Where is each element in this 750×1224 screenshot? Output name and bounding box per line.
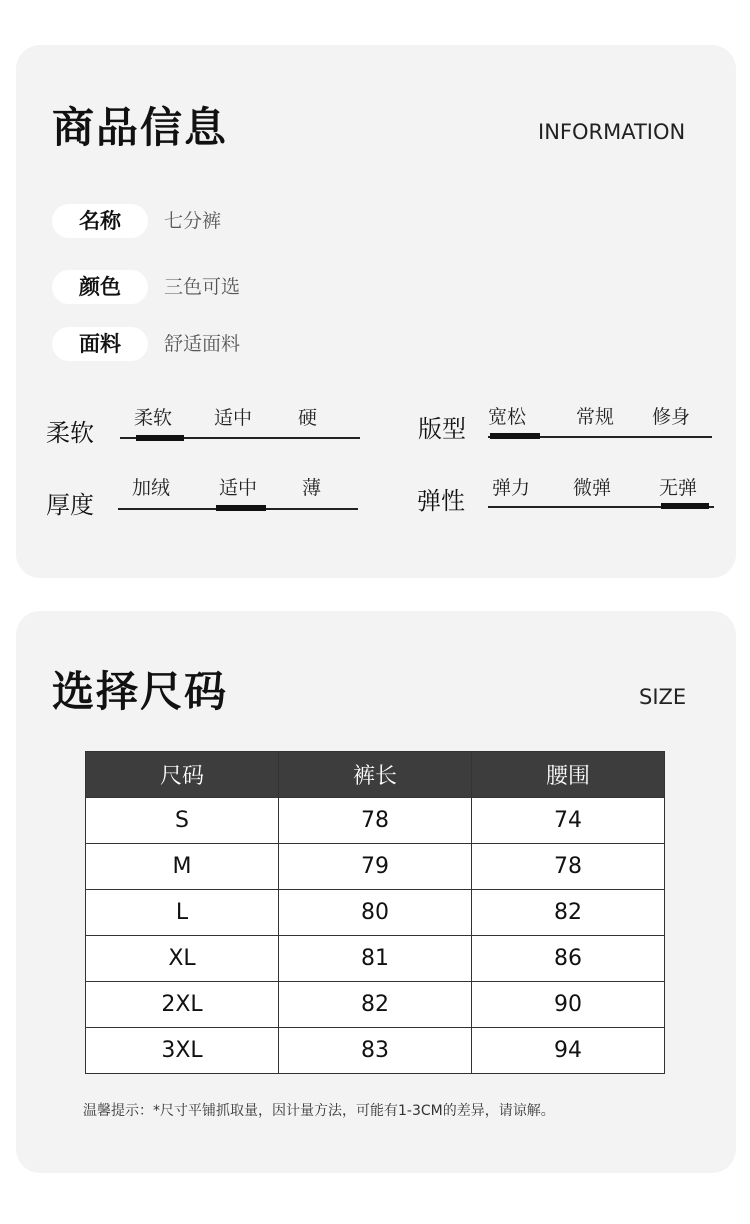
size-subtitle: SIZE [639,685,687,709]
cell-length: 80 [279,890,472,936]
scale-thickness-label: 厚度 [46,491,94,519]
table-row [86,890,665,936]
attr-name-label: 名称 [52,204,148,238]
cell-length: 81 [279,936,472,982]
cell-length: 79 [279,844,472,890]
info-title: 商品信息 [52,103,229,152]
cell-size: S [86,798,279,844]
table-row [86,844,665,890]
cell-size: M [86,844,279,890]
scale-thickness-option-3: 薄 [302,477,322,499]
scale-fit-option-2: 常规 [576,406,615,428]
cell-waist: 78 [472,844,665,890]
scale-thickness-option-2: 适中 [219,477,258,499]
header-waist: 腰围 [472,752,665,798]
cell-size: L [86,890,279,936]
cell-size: 2XL [86,982,279,1028]
table-row [86,1028,665,1074]
cell-waist: 82 [472,890,665,936]
info-subtitle: INFORMATION [538,120,686,144]
scale-elasticity-label: 弹性 [417,487,465,515]
size-chart-card [16,611,736,1173]
size-table [85,751,665,1074]
scale-elasticity-option-2: 微弹 [573,477,612,499]
cell-waist: 90 [472,982,665,1028]
cell-length: 82 [279,982,472,1028]
scale-softness-option-3: 硬 [298,407,318,429]
scale-elasticity-option-1: 弹力 [492,477,531,499]
cell-length: 78 [279,798,472,844]
cell-waist: 94 [472,1028,665,1074]
scale-thickness-option-1: 加绒 [132,477,171,499]
scale-elasticity-marker [661,503,709,509]
cell-length: 83 [279,1028,472,1074]
attr-color-value: 三色可选 [164,276,241,298]
attr-name-value: 七分裤 [164,210,222,232]
size-tip: 温馨提示：*尺寸平铺抓取量，因计量方法，可能有1-3CM的差异，请谅解。 [83,1103,555,1119]
cell-waist: 74 [472,798,665,844]
scale-fit-marker [490,433,540,439]
size-table-header [86,752,665,798]
scale-thickness-marker [216,505,266,511]
product-info-card [16,45,736,578]
scale-softness-option-1: 柔软 [134,407,173,429]
scale-softness-label: 柔软 [46,419,94,447]
attr-fabric-value: 舒适面料 [164,333,241,355]
scale-fit-label: 版型 [418,415,466,443]
table-row [86,936,665,982]
scale-softness-marker [136,435,184,441]
cell-waist: 86 [472,936,665,982]
attr-color-label: 颜色 [52,270,148,304]
cell-size: 3XL [86,1028,279,1074]
table-row [86,798,665,844]
scale-softness-option-2: 适中 [214,407,253,429]
scale-elasticity-option-3: 无弹 [659,477,698,499]
scale-fit-option-3: 修身 [652,406,691,428]
scale-fit-option-1: 宽松 [488,406,527,428]
table-row [86,982,665,1028]
header-size: 尺码 [86,752,279,798]
size-title: 选择尺码 [52,667,229,716]
attr-fabric-label: 面料 [52,327,148,361]
cell-size: XL [86,936,279,982]
header-length: 裤长 [279,752,472,798]
